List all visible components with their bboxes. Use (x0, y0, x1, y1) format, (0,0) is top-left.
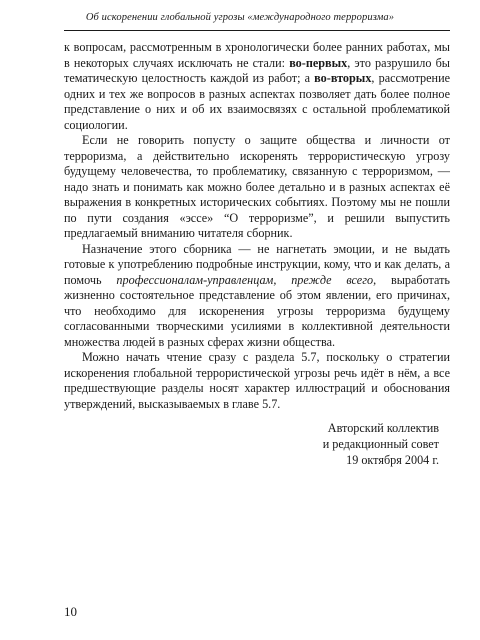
body-text (64, 40, 450, 412)
signature-line-2: и редакционный совет (322, 437, 439, 451)
paragraph-3-text-a: Назначение этого сборника — не нагнетать эмоции, и не выдать готовые к употреблению подробные инструкции, кому, что и как делать, а помочь (64, 241, 450, 287)
emphasis-second: во-вторых (314, 71, 372, 85)
page-number: 10 (64, 604, 77, 619)
signature-block (64, 420, 439, 468)
paragraph-1-text-c: , рассмотрение одних и тех же вопросов в разных аспектах позволяет дать более полное представление о них и об их взаимосвязях с остальной проблематикой социологии. (64, 71, 451, 132)
paragraph-1-text-b: , это разрушило бы тематическую целостность каждой из работ; а (64, 55, 450, 85)
emphasis-first: во-первых (289, 55, 348, 70)
running-header (0, 0, 480, 36)
paragraph-1 (64, 40, 450, 133)
paragraph-3-italic: профессионалам-управленцам, прежде всего (116, 272, 374, 287)
header-rule (64, 30, 450, 31)
signature-date: 19 октября 2004 г. (346, 453, 439, 467)
paragraph-1-text-a: к вопросам, рассмотренным в хронологически более ранних работах, мы в некоторых случаях исключать не стали: (64, 40, 450, 70)
paragraph-2: Если не говорить попусту о защите общества и личности от терроризма, а действительно искоренять террористическую угрозу будущему человечества, то проблематику, связанную с терроризмом, — надо знать и понимать как можно более детально и в разных аспектах её выражения в конкретных исторических событиях. Поэтому мы не пошли по пути создания «эссе» “О терроризме”, и решили выпустить предлагаемый вниманию читателя сборник. (64, 133, 450, 240)
signature-line-1: Авторский коллектив (327, 421, 439, 435)
running-header-title: Об искоренении глобальной угрозы «международного терроризма» (85, 12, 395, 23)
paragraph-3 (64, 242, 450, 351)
paragraph-4: Можно начать чтение сразу с раздела 5.7, поскольку о стратегии искоренения глобальной террористической угрозы речь идёт в нём, а все предшествующие разделы носят характер иллюстраций и обоснования утверждений, высказываемых в главе 5.7. (64, 350, 450, 411)
paragraph-3-text-b: , выработать жизненно состоятельное представление об этом явлении, его причинах, что необходимо для искоренения угрозы терроризма будущему согласованными творческими усилиями в коллективной деятельности множества людей в разных сферах жизни общества. (64, 272, 450, 349)
